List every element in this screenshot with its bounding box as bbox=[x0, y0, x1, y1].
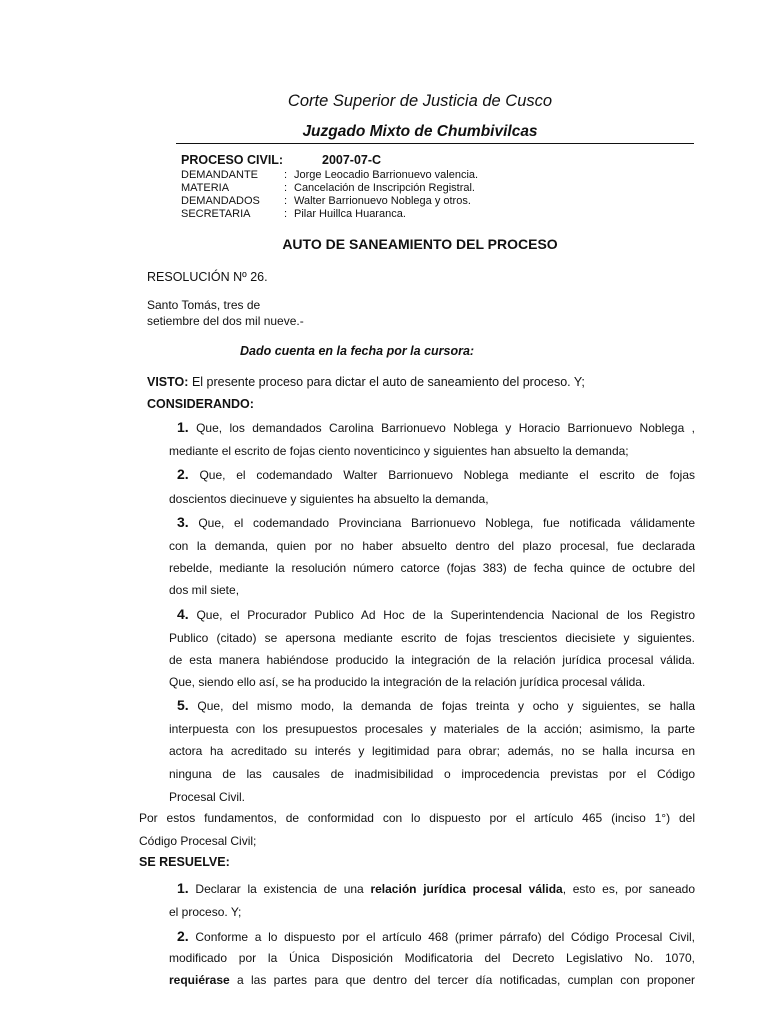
visto-label: VISTO: bbox=[147, 375, 189, 389]
place-date-line-1: Santo Tomás, tres de bbox=[147, 298, 261, 312]
item-text: Que, el codemandado Walter Barrionuevo Noblega mediante el escrito de fojas bbox=[199, 468, 695, 482]
item-number: 1. bbox=[177, 419, 189, 435]
place-date-line-2: setiembre del dos mil nueve.- bbox=[147, 314, 304, 328]
considerando-heading: CONSIDERANDO: bbox=[147, 397, 254, 411]
considerando-3 bbox=[177, 514, 695, 530]
process-value: 2007-07-C bbox=[322, 153, 382, 167]
resuelve-2 bbox=[177, 928, 695, 944]
se-resuelve-heading: SE RESUELVE: bbox=[139, 855, 230, 869]
item-text: Que, los demandados Carolina Barrionuevo Noblega y Horacio Barrionuevo Noblega , bbox=[196, 421, 695, 435]
resuelve-1 bbox=[177, 880, 695, 896]
item-text: Declarar la existencia de una bbox=[195, 882, 371, 896]
field-demandante: DEMANDANTE : Jorge Leocadio Barrionuevo valencia. bbox=[181, 169, 479, 181]
item-number: 2. bbox=[177, 466, 189, 482]
resuelve-2-line: modificado por la Única Disposición Modificatoria del Decreto Legislativo No. 1070, bbox=[169, 951, 695, 965]
resuelve-1-line: el proceso. Y; bbox=[169, 905, 242, 919]
field-value: Jorge Leocadio Barrionuevo valencia. bbox=[294, 169, 479, 181]
considerando-5 bbox=[177, 697, 695, 713]
item-text: Que, el Procurador Publico Ad Hoc de la Superintendencia Nacional de los Registro bbox=[196, 608, 695, 622]
item-number: 5. bbox=[177, 697, 189, 713]
resuelve-2-line-3 bbox=[169, 973, 695, 987]
court-name: Corte Superior de Justicia de Cusco bbox=[287, 92, 553, 110]
item-number: 1. bbox=[177, 880, 189, 896]
considerando-4-line: Que, siendo ello así, se ha producido la integración de la relación jurídica procesal válida. bbox=[169, 675, 646, 689]
field-secretaria: SECRETARIA : Pilar Huillca Huaranca. bbox=[181, 208, 406, 220]
considerando-3-line: dos mil siete, bbox=[169, 583, 240, 597]
considerando-2-line: doscientos diecinueve y siguientes ha absuelto la demanda, bbox=[169, 492, 489, 506]
item-text: a las partes para que dentro del tercer día notificadas, cumplan con proponer bbox=[229, 973, 695, 987]
dado-cuenta: Dado cuenta en la fecha por la cursora: bbox=[240, 344, 475, 358]
field-demandados: DEMANDADOS : Walter Barrionuevo Noblega y otros. bbox=[181, 195, 471, 207]
juzgado-name: Juzgado Mixto de Chumbivilcas bbox=[302, 123, 538, 140]
considerando-5-line: interpuesta con los presupuestos procesales y materiales de la acción; asimismo, la parte bbox=[169, 722, 695, 736]
considerando-5-line: Procesal Civil. bbox=[169, 790, 246, 804]
item-text: , esto es, por saneado bbox=[562, 882, 695, 896]
field-key: MATERIA bbox=[181, 182, 230, 194]
process-civil bbox=[181, 153, 382, 167]
visto-line bbox=[147, 375, 585, 389]
considerando-1 bbox=[177, 419, 695, 435]
field-value: Pilar Huillca Huaranca. bbox=[294, 208, 406, 220]
considerando-5-line: ninguna de las causales de inadmisibilidad o improcedencia previstas por el Código bbox=[169, 767, 695, 781]
considerando-3-line: con la demanda, quien por no haber absuelto dentro del plazo procesal, fue declarada bbox=[169, 539, 695, 553]
document-title: AUTO DE SANEAMIENTO DEL PROCESO bbox=[282, 236, 558, 252]
field-value: Walter Barrionuevo Noblega y otros. bbox=[294, 195, 471, 207]
considerando-3-line: rebelde, mediante la resolución número catorce (fojas 383) de fecha quince de octubre del bbox=[169, 561, 695, 575]
field-key: DEMANDANTE bbox=[181, 169, 259, 181]
item-number: 2. bbox=[177, 928, 189, 944]
item-text: Que, el codemandado Provinciana Barrionuevo Noblega, fue notificada válidamente bbox=[198, 516, 695, 530]
considerando-2 bbox=[177, 466, 695, 482]
header-divider bbox=[176, 143, 694, 144]
considerando-5-line: actora ha acreditado su interés y legitimidad para obrar; además, no se halla incursa en bbox=[169, 744, 695, 758]
item-bold-text: relación jurídica procesal válida bbox=[370, 882, 563, 896]
fundamentos-line: Por estos fundamentos, de conformidad con lo dispuesto por el artículo 465 (inciso 1°) del bbox=[139, 811, 695, 825]
item-bold-text: requiérase bbox=[169, 973, 230, 987]
considerando-4-line: de esta manera habiéndose producido la integración de la relación jurídica procesal válida. bbox=[169, 653, 695, 667]
item-text: Conforme a lo dispuesto por el artículo 468 (primer párrafo) del Código Procesal Civil, bbox=[195, 930, 695, 944]
item-text: Que, del mismo modo, la demanda de fojas treinta y ocho y siguientes, se halla bbox=[197, 699, 695, 713]
resolucion-number: RESOLUCIÓN Nº 26. bbox=[147, 270, 268, 284]
field-key: DEMANDADOS bbox=[181, 195, 260, 207]
field-value: Cancelación de Inscripción Registral. bbox=[294, 182, 475, 194]
considerando-1-line: mediante el escrito de fojas ciento noventicinco y siguientes han absuelto la demanda; bbox=[169, 444, 629, 458]
field-key: SECRETARIA bbox=[181, 208, 251, 220]
fundamentos-line: Código Procesal Civil; bbox=[139, 834, 257, 848]
item-number: 3. bbox=[177, 514, 189, 530]
process-label: PROCESO CIVIL: bbox=[181, 153, 284, 167]
visto-text: El presente proceso para dictar el auto de saneamiento del proceso. Y; bbox=[191, 375, 585, 389]
field-materia: MATERIA : Cancelación de Inscripción Registral. bbox=[181, 182, 475, 194]
considerando-4-line: Publico (citado) se apersona mediante escrito de fojas trescientos diecisiete y siguientes. bbox=[169, 631, 695, 645]
item-number: 4. bbox=[177, 606, 189, 622]
considerando-4 bbox=[177, 606, 695, 622]
